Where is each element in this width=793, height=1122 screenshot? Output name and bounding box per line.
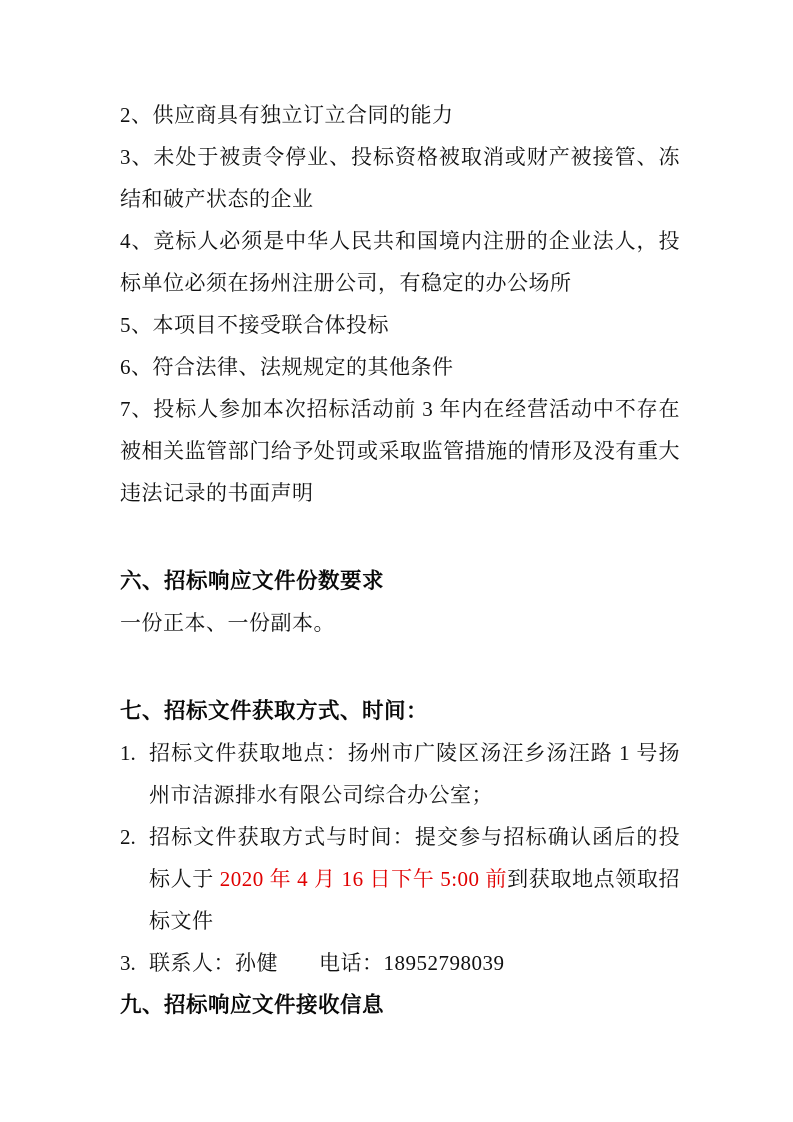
list-item-contact-number: 3. [120, 951, 136, 975]
qualification-item-4: 4、竞标人必须是中华人民共和国境内注册的企业法人，投标单位必须在扬州注册公司，有稳定的办公场所 [120, 229, 680, 295]
qualification-item-5: 5、本项目不接受联合体投标 [120, 313, 389, 337]
contact-phone: 电话：18952798039 [319, 951, 505, 975]
qualification-section [120, 94, 680, 514]
section-seven [120, 690, 680, 984]
qualification-item-7: 7、投标人参加本次招标活动前 3 年内在经营活动中不存在被相关监管部门给予处罚或采取监管措施的情形及没有重大违法记录的书面声明 [120, 397, 680, 505]
list-item-time-text [149, 825, 680, 933]
list-item-contact [120, 942, 680, 984]
list-item-location-text: 招标文件获取地点：扬州市广陵区汤汪乡汤汪路 1 号扬州市洁源排水有限公司综合办公室； [149, 741, 680, 807]
contact-name: 联系人：孙健 [149, 951, 278, 975]
section-six-body: 一份正本、一份副本。 [120, 611, 335, 635]
acquisition-list [120, 732, 680, 984]
list-item-location-number: 1. [120, 741, 136, 765]
section-nine-heading: 九、招标响应文件接收信息 [120, 993, 385, 1017]
section-nine [120, 984, 680, 1026]
section-seven-heading: 七、招标文件获取方式、时间： [120, 699, 429, 723]
section-six-heading: 六、招标响应文件份数要求 [120, 569, 385, 593]
deadline-red-text: 2020 年 4 月 16 日下午 5:00 前 [219, 867, 508, 891]
list-item-time [120, 816, 680, 942]
qualification-item-3: 3、未处于被责令停业、投标资格被取消或财产被接管、冻结和破产状态的企业 [120, 145, 680, 211]
list-item-time-number: 2. [120, 825, 136, 849]
qualification-item-6: 6、符合法律、法规规定的其他条件 [120, 355, 454, 379]
section-six [120, 560, 680, 644]
time-text-suffix: 到获取地点领取招标文件 [149, 867, 680, 933]
qualification-item-2: 2、供应商具有独立订立合同的能力 [120, 103, 454, 127]
list-item-location [120, 732, 680, 816]
time-text-prefix: 招标文件获取方式与时间：提交参与招标确认函后的投标人于 [149, 825, 680, 891]
